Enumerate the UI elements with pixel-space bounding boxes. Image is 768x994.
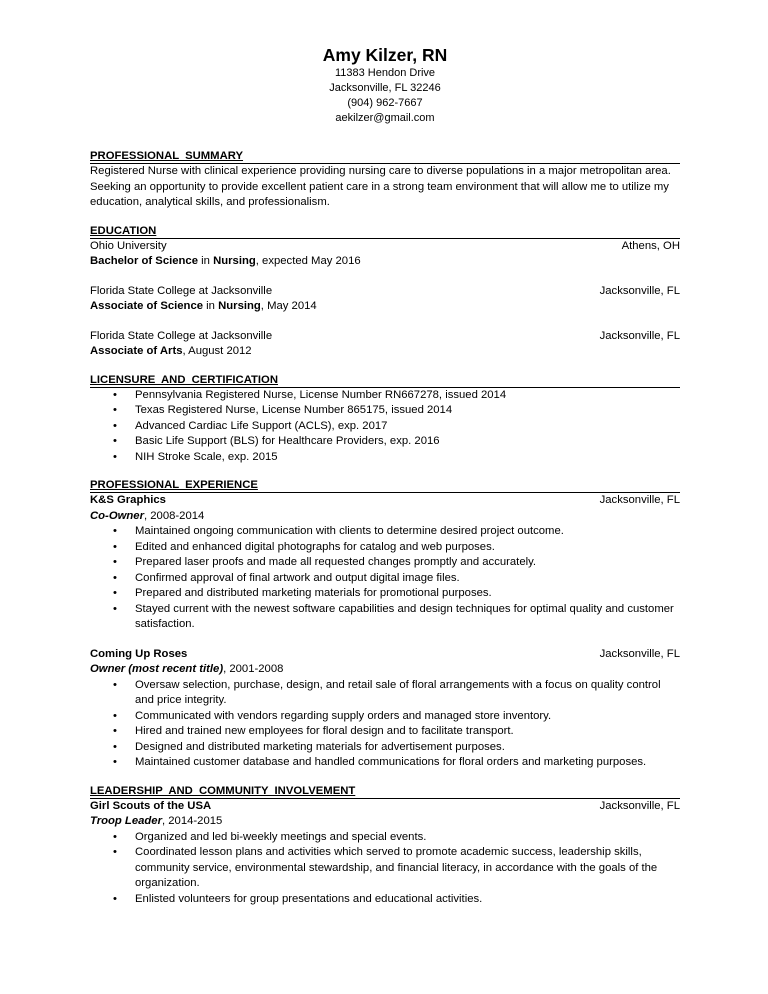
degree-name: Associate of Arts	[90, 345, 183, 357]
school-location: Athens, OH	[621, 239, 680, 252]
employer-name: K&S Graphics	[90, 494, 166, 506]
role-dates: , 2014-2015	[161, 815, 223, 827]
list-item: • Texas Registered Nurse, License Number 865175, issued 2014	[135, 403, 680, 419]
degree-in: in	[203, 300, 219, 312]
list-item: • Communicated with vendors regarding supply orders and managed store inventory.	[135, 709, 680, 725]
school-name: Florida State College at Jacksonville	[90, 329, 273, 342]
education-entry	[90, 284, 680, 315]
job-title-line	[90, 662, 680, 678]
degree-detail: , expected May 2016	[255, 255, 361, 267]
section-title-education: EDUCATION	[90, 225, 680, 239]
organization-name: Girl Scouts of the USA	[90, 799, 212, 812]
role-line	[90, 814, 680, 830]
organization-location: Jacksonville, FL	[599, 799, 680, 812]
list-item: • Basic Life Support (BLS) for Healthcare Providers, exp. 2016	[135, 434, 680, 450]
school-name: Ohio University	[90, 239, 167, 252]
section-title-experience: PROFESSIONAL EXPERIENCE	[90, 479, 680, 493]
list-item: • Enlisted volunteers for group presentations and educational activities.	[135, 892, 680, 908]
leadership-list	[90, 830, 680, 908]
role-title: Troop Leader	[90, 815, 162, 827]
list-item: • Designed and distributed marketing materials for advertisement purposes.	[135, 740, 680, 756]
degree-detail: , May 2014	[260, 300, 317, 312]
city-state-zip: Jacksonville, FL 32246	[329, 82, 441, 94]
list-item: • NIH Stroke Scale, exp. 2015	[135, 450, 680, 466]
licensure-list	[90, 388, 680, 466]
job-title: Co-Owner	[90, 509, 144, 522]
list-item: • Pennsylvania Registered Nurse, License Number RN667278, issued 2014	[135, 388, 680, 404]
list-item: • Oversaw selection, purchase, design, and retail sale of floral arrangements with a focus on quality control and price integrity.	[135, 678, 680, 709]
degree-line	[90, 299, 680, 315]
job-title: Owner (most recent title)	[90, 663, 224, 675]
summary-text: Registered Nurse with clinical experience providing nursing care to diverse populations in a major metropolitan area. Seeking an opportunity to provide excellent patient care in a strong team environment that will allow me to utilize my education, analytical skills, and professionalism.	[90, 165, 671, 208]
degree-line	[90, 344, 680, 360]
applicant-name: Amy Kilzer, RN	[322, 45, 448, 65]
job-entry	[90, 493, 680, 633]
leadership-entry	[90, 799, 680, 908]
job-duties-list	[90, 524, 680, 633]
school-location: Jacksonville, FL	[599, 284, 680, 297]
section-title-leadership: LEADERSHIP AND COMMUNITY INVOLVEMENT	[90, 785, 680, 799]
school-location: Jacksonville, FL	[599, 329, 680, 342]
education-entry	[90, 239, 680, 270]
list-item: • Prepared laser proofs and made all requested changes promptly and accurately.	[135, 555, 680, 571]
degree-in: in	[198, 255, 214, 267]
summary-section	[90, 164, 680, 211]
degree-line	[90, 254, 680, 270]
degree-field: Nursing	[218, 300, 261, 312]
section-title-licensure: LICENSURE AND CERTIFICATION	[90, 374, 680, 388]
phone-number: (904) 962-7667	[347, 97, 423, 109]
resume-header	[210, 44, 560, 126]
degree-name: Associate of Science	[90, 300, 204, 312]
job-title-line	[90, 509, 680, 525]
degree-field: Nursing	[213, 255, 256, 267]
email-address: aekilzer@gmail.com	[335, 112, 435, 124]
list-item: • Organized and led bi-weekly meetings and special events.	[135, 830, 680, 846]
list-item: • Maintained customer database and handled communications for floral orders and marketing purposes.	[135, 755, 680, 771]
job-entry	[90, 647, 680, 771]
degree-detail: , August 2012	[182, 345, 252, 357]
job-dates: , 2001-2008	[223, 663, 284, 675]
list-item: • Hired and trained new employees for floral design and to facilitate transport.	[135, 724, 680, 740]
education-entry	[90, 329, 680, 360]
degree-name: Bachelor of Science	[90, 255, 198, 267]
list-item: • Maintained ongoing communication with clients to determine desired project outcome.	[135, 524, 680, 540]
resume-page	[90, 44, 680, 907]
list-item: • Advanced Cardiac Life Support (ACLS), exp. 2017	[135, 419, 680, 435]
list-item: • Confirmed approval of final artwork and output digital image files.	[135, 571, 680, 587]
street-address: 11383 Hendon Drive	[334, 67, 436, 79]
list-item: • Stayed current with the newest software capabilities and design techniques for optimal quality and customer satisfaction.	[135, 602, 680, 633]
list-item: • Prepared and distributed marketing materials for promotional purposes.	[135, 586, 680, 602]
job-duties-list	[90, 678, 680, 771]
school-name: Florida State College at Jacksonville	[90, 284, 273, 297]
list-item: • Coordinated lesson plans and activities which served to promote academic success, leadership skills, community service, environmental stewardship, and financial literacy, in accordance with the goals of the organization.	[135, 845, 680, 892]
job-dates: , 2008-2014	[143, 509, 205, 522]
employer-name: Coming Up Roses	[90, 647, 188, 660]
list-item: • Edited and enhanced digital photographs for catalog and web purposes.	[135, 540, 680, 556]
employer-location: Jacksonville, FL	[599, 647, 680, 660]
employer-location: Jacksonville, FL	[599, 494, 680, 506]
section-title-summary: PROFESSIONAL SUMMARY	[90, 150, 680, 164]
